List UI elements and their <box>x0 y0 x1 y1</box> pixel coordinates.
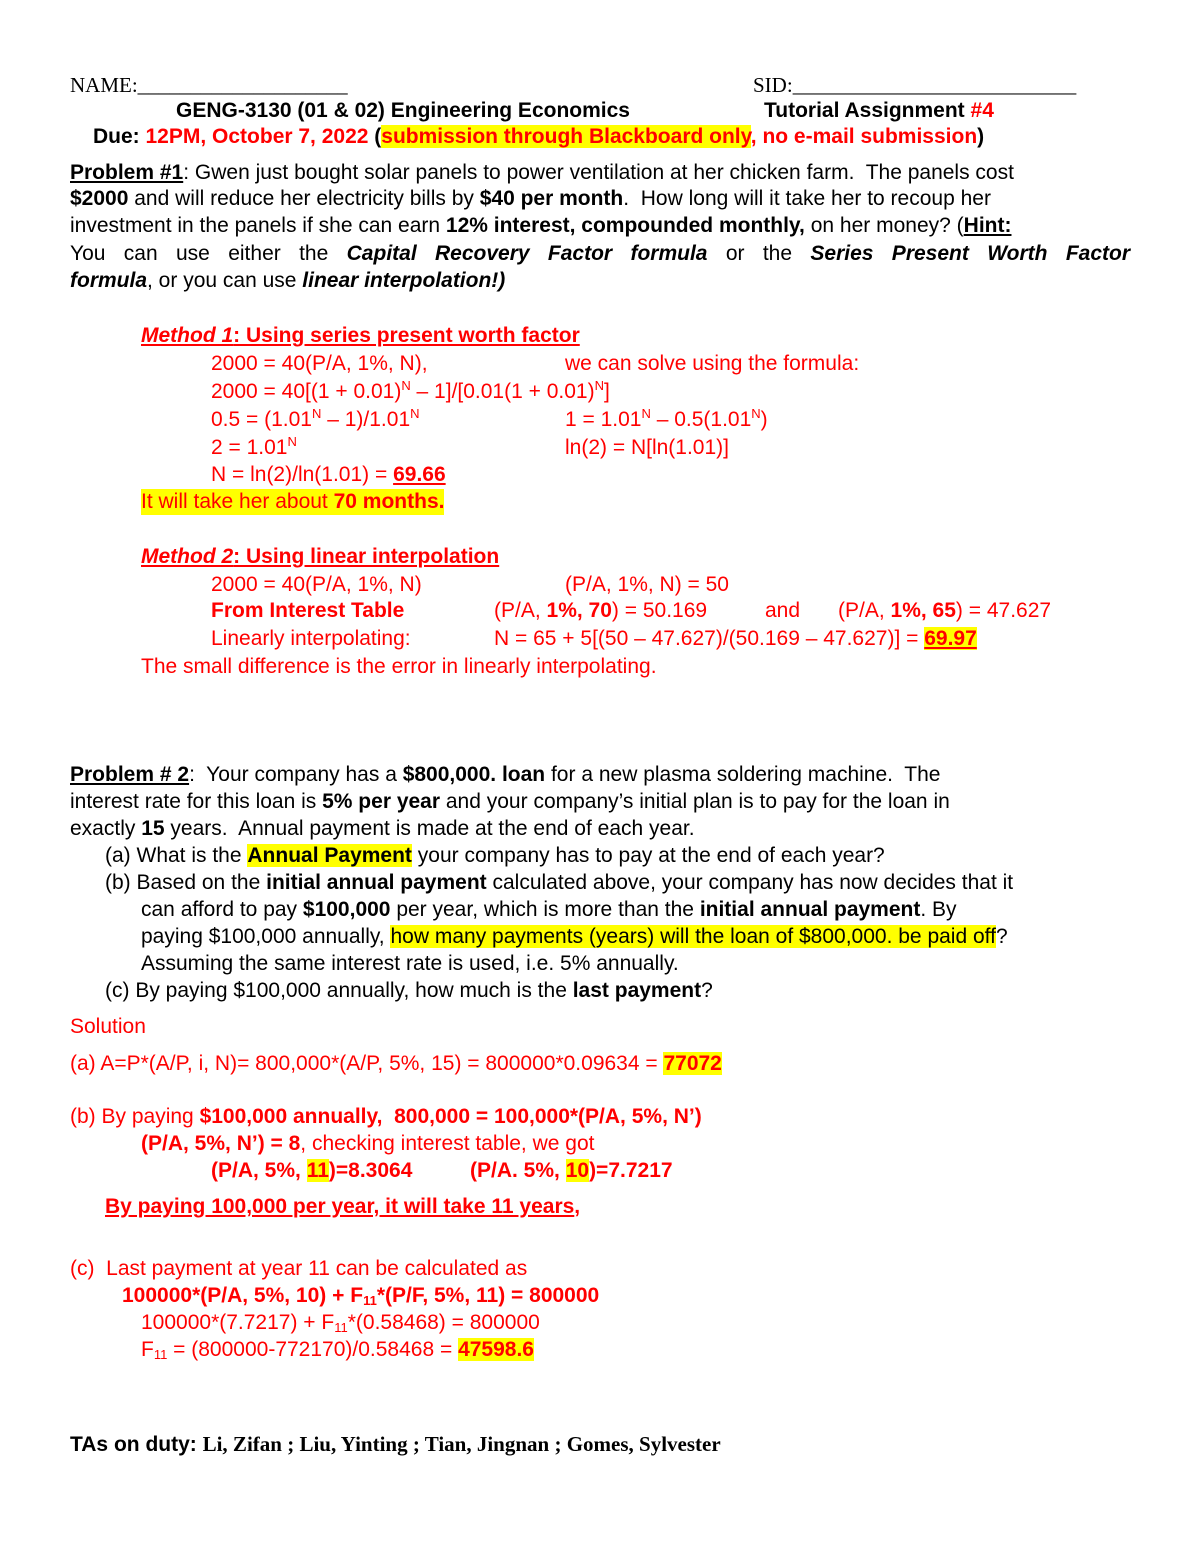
problem2-line2: interest rate for this loan is 5% per year and your company’s initial plan is to pay for the loan in <box>70 790 950 813</box>
method2-and: and <box>765 599 801 622</box>
problem2-line1: Problem # 2: Your company has a $800,000. loan for a new plasma soldering machine. The <box>70 763 941 786</box>
solution-b-line2: (P/A, 5%, N’) = 8, checking interest table, we got <box>141 1132 595 1155</box>
method2-table-label: From Interest Table <box>211 599 405 622</box>
solution-c-line3: $100000*(7.7217) + F_{11}*(0.58468) = 800000$ <box>141 1311 540 1335</box>
due-date: 12PM, October 7, 2022 <box>145 125 369 148</box>
problem1-line5: formula, or you can use linear interpolation!) <box>70 269 506 292</box>
no-email-note: no e-mail submission <box>756 125 978 148</box>
assignment-number: #4 <box>970 99 994 122</box>
solution-b-conclusion: By paying 100,000 per year, it will take 11 years, <box>105 1195 581 1218</box>
method2-heading: Method 2: Using linear interpolation <box>141 545 500 568</box>
question-b-line1: (b) Based on the initial annual payment calculated above, your company has now decides that it <box>105 871 1014 894</box>
assignment-title: Tutorial Assignment #4 <box>764 99 994 122</box>
question-a: (a) What is the Annual Payment your company has to pay at the end of each year? <box>105 844 885 867</box>
question-b-line3: paying $100,000 annually, how many payments (years) will the loan of $800,000. be paid off? <box>141 925 1008 948</box>
method2-table-value1: (P/A, 1%, 70) = 50.169 <box>494 599 708 622</box>
problem1-line3: investment in the panels if she can earn 12% interest, compounded monthly, on her money? (Hint: <box>70 214 1012 237</box>
method1-eq1: 2000 = 40(P/A, 1%, N), <box>211 352 428 375</box>
solution-b-line1: (b) By paying $100,000 annually, 800,000 = 100,000*(P/A, 5%, N’) <box>70 1105 702 1128</box>
sid-label: SID: <box>753 73 793 97</box>
question-b-line2: can afford to pay $100,000 per year, which is more than the initial annual payment. By <box>141 898 957 921</box>
tas-label: TAs on duty: <box>70 1433 203 1456</box>
solution-label: Solution <box>70 1015 146 1038</box>
method1-answer: 69.66 <box>393 463 446 486</box>
method1-heading: Method 1: Using series present worth factor <box>141 324 580 347</box>
sid-line <box>753 72 1076 98</box>
method1-conclusion: It will take her about 70 months. <box>141 490 445 513</box>
solution-c-line2: 100000*(P/A, 5%, $10) + F_{11}*(P/F$, 5%, 11) = 800000 <box>122 1284 600 1308</box>
sid-blank: ___________________________ <box>792 73 1077 97</box>
problem2-line3: exactly 15 years. Annual payment is made at the end of each year. <box>70 817 695 840</box>
name-line <box>70 72 348 98</box>
question-c: (c) By paying $100,000 annually, how much is the last payment? <box>105 979 713 1002</box>
method1-eq2: $2000 = 40[(1 + 0.01)^N - 1]/[0.01(1 + 0.01)^N]$ <box>211 378 610 403</box>
method1-note: we can solve using the formula: <box>565 352 860 375</box>
solution-c-line1: (c) Last payment at year 11 can be calculated as <box>70 1257 528 1280</box>
solution-a: (a) A=P*(A/P, i, N)= 800,000*(A/P, 5%, 15) = 800000*0.09634 = 77072 <box>70 1052 722 1075</box>
method1-eq4: $2 = 1.01^N$ <box>211 434 297 459</box>
method2-conclusion: The small difference is the error in linearly interpolating. <box>141 655 657 678</box>
method2-eq1-right: (P/A, 1%, N) = 50 <box>565 573 729 596</box>
name-blank: ____________________ <box>137 73 348 97</box>
method1-eq3-right: $1 = 1.01^N - 0.5(1.01^N)$ <box>565 406 768 431</box>
method2-answer: 69.97 <box>924 627 977 650</box>
problem1-line1: Problem #1: Gwen just bought solar panels to power ventilation at her chicken farm. The panels cost <box>70 161 1014 184</box>
solution-a-answer: 77072 <box>663 1052 722 1075</box>
solution-c-line4: $F_{11} = (800000-772170)/0.58468 = 47598.6$ <box>141 1338 534 1362</box>
solution-b-line3b: (P/A. 5%, 10)=7.7217 <box>470 1159 673 1182</box>
method1-eq3: $0.5 = (1.01^N - 1)/1.01^N$ <box>211 406 420 431</box>
method1-eq5: N = ln(2)/ln(1.01) = 69.66 <box>211 463 446 486</box>
tas-names: Li, Zifan ; Liu, Yinting ; Tian, Jingnan ; Gomes, Sylvester <box>202 1432 721 1456</box>
due-label: Due: <box>93 125 146 148</box>
solution-b-line3a: (P/A, 5%, 11)=8.3064 <box>211 1159 413 1182</box>
problem1-line4: You can use either the Capital Recovery Factor formula or the Series Present Worth Factor <box>70 242 1130 265</box>
question-b-line4: Assuming the same interest rate is used, i.e. 5% annually. <box>141 952 679 975</box>
name-label: NAME: <box>70 73 138 97</box>
problem2-label: Problem # 2 <box>70 763 190 786</box>
problem1-line2: $2000 and will reduce her electricity bills by $40 per month. How long will it take her to recoup her <box>70 187 991 210</box>
tas-on-duty <box>70 1431 721 1458</box>
method1-eq4-right: ln(2) = N[ln(1.01)] <box>565 436 729 459</box>
problem1-label: Problem #1 <box>70 161 184 184</box>
method2-lin-label: Linearly interpolating: <box>211 627 411 650</box>
submission-note: submission through Blackboard only <box>381 125 751 148</box>
solution-c-answer: 47598.6 <box>458 1338 534 1361</box>
method2-lin-eq: N = 65 + 5[(50 – 47.627)/(50.169 – 47.627)] = 69.97 <box>494 627 977 650</box>
method2-eq1: 2000 = 40(P/A, 1%, N) <box>211 573 422 596</box>
due-line: Due: 12PM, October 7, 2022 (submission through Blackboard only, no e-mail submission) <box>93 125 985 148</box>
course-title: GENG-3130 (01 & 02) Engineering Economics <box>176 99 630 122</box>
method2-table-value2: (P/A, 1%, 65) = 47.627 <box>838 599 1052 622</box>
